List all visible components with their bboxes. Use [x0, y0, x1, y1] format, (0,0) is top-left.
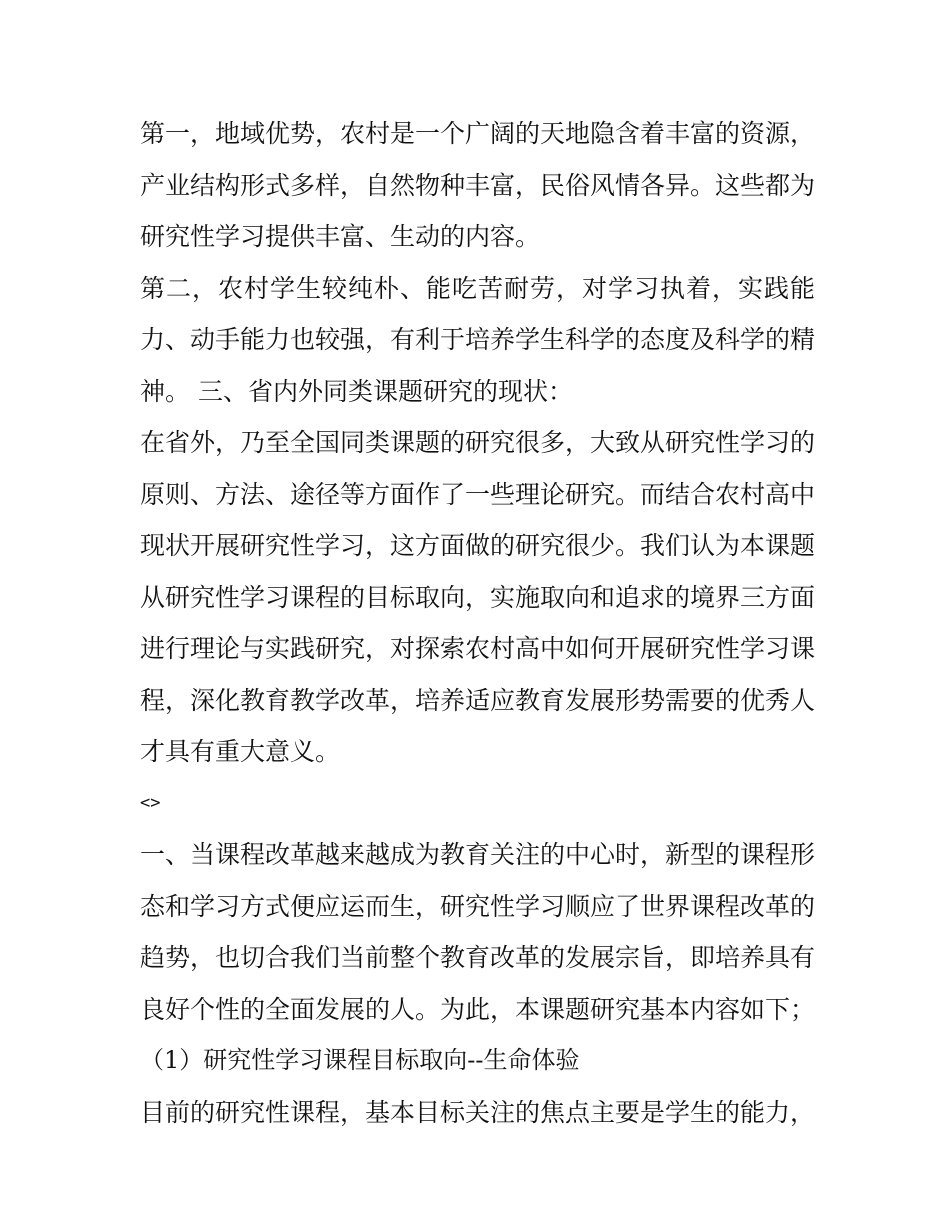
- paragraph-regional-advantage: 第一，地域优势，农村是一个广阔的天地隐含着丰富的资源，产业结构形式多样，自然物种丰富，民俗风情各异。这些都为研究性学习提供丰富、生动的内容。: [140, 119, 816, 251]
- paragraph-research-status: 在省外，乃至全国同类课题的研究很多，大致从研究性学习的原则、方法、途径等方面作了一些理论研究。而结合农村高中现状开展研究性学习，这方面做的研究很少。我们认为本课题从研究性学习课程的目标取向，实施取向和追求的境界三方面进行理论与实践研究，对探索农村高中如何开展研究性学习课程，深化教育教学改革，培养适应教育发展形势需要的优秀人才具有重大意义。: [140, 428, 816, 766]
- paragraph-section-one: 一、当课程改革越来越成为教育关注的中心时，新型的课程形态和学习方式便应运而生，研究性学习顺应了世界课程改革的趋势，也切合我们当前整个教育改革的发展宗旨，即培养具有良好个性的全面发展的人。为此，本课题研究基本内容如下；: [140, 840, 816, 1024]
- paragraph-current-courses: 目前的研究性课程，基本目标关注的焦点主要是学生的能力，: [140, 1097, 816, 1127]
- angle-bracket-marker: <>: [140, 792, 161, 813]
- document-body: [140, 108, 815, 1138]
- paragraph-student-traits: 第二，农村学生较纯朴、能吃苦耐劳，对学习执着，实践能力、动手能力也较强，有利于培养学生科学的态度及科学的精神。 三、省内外同类课题研究的现状：: [140, 273, 816, 406]
- subheading-goal-orientation: （1）研究性学习课程目标取向--生命体验: [140, 1046, 580, 1074]
